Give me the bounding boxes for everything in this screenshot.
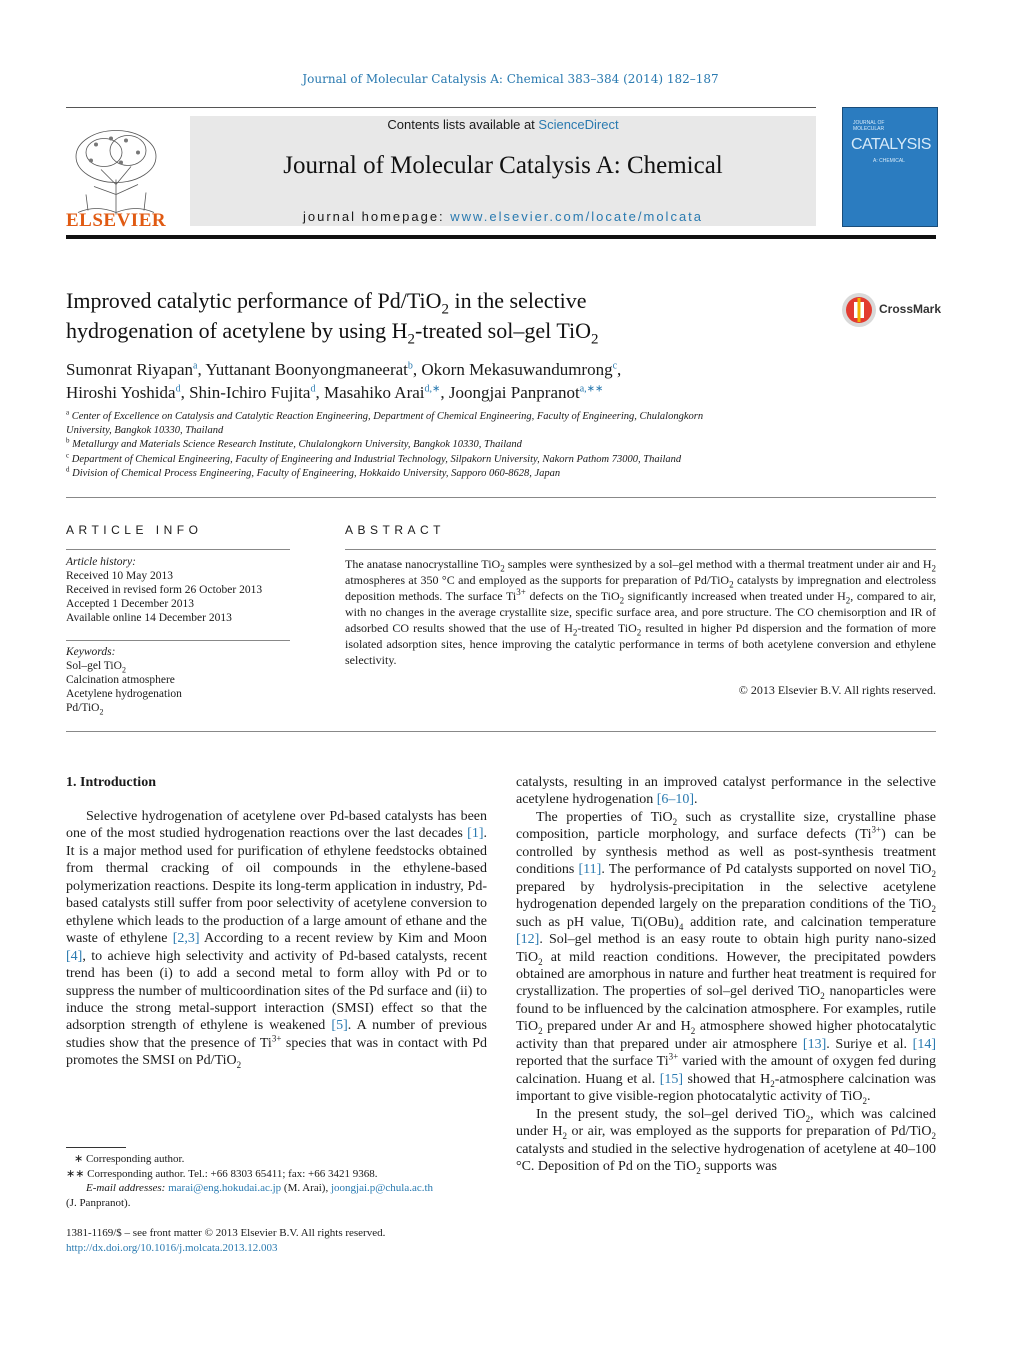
abstract-text: The anatase nanocrystalline TiO$_2$ samples were synthesized by a sol–gel method with a thermal treatment under air and $H_2$ atmospheres at 350 °C and employed as the supports for preparation of Pd/TiO$_2$ catalysts by impregnation and electroless deposition methods. The surface $Ti^{3+}$ defects on the TiO$_2$ significantly increased when treated under $H_2$, compared to air, with no changes in the average crystallite size, specific surface area, and pore structure. The CO chemisorption and IR of adsorbed CO results showed that the use of $H_2$-treated TiO$_2$ resulted in higher Pd dispersion and the formation of more isolated adsorption sites, hence improving the catalytic performance in terms of both acetylene conversion and ethylene selectivity. xyxy=(345,557,936,667)
intro-paragraph: In the present study, the sol–gel derived TiO$_2$, which was calcined under $H_2$ or air, was employed as the supports for preparation of Pd/TiO$_2$ catalysts and studied in the selective hydrogenation of acetylene at 40–100 °C. Deposition of Pd on the TiO$_2$ supports was xyxy=(516,1106,937,1176)
affiliations xyxy=(66,410,866,481)
intro-paragraph: Selective hydrogenation of acetylene over Pd-based catalysts has been one of the most studied hydrogenation reactions over the last decades [1]. It is a major method used for purification of ethylene feedstocks obtained from thermal cracking of oil compounds in the ethylene-based polymerization reactions. Despite its long-term application in industry, Pd-based catalysts still suffer from poor selectivity of acetylene conversion to ethylene which leads to the production of a large amount of ethane and the waste of ethylene [2,3] According to a recent review by Kim and Moon [4], to achieve high selectivity and activity of Pd-based catalysts, recent trend has been (i) to add a second metal to form alloy with Pd or to suppress the number of multicoordination sites of the Pd surface and (ii) to induce the strong metal-support interaction (SMSI) effect so that the adsorption strength of ethylene is weakened [5]. A number of previous studies show that the presence of $Ti^{3+}$ species that was in contact with Pd promotes the SMSI on Pd/TiO$_2$ xyxy=(66,809,488,1071)
keyword: Calcination atmosphere xyxy=(66,674,175,686)
contents-line xyxy=(190,117,816,132)
journal-citation[interactable]: Journal of Molecular Catalysis A: Chemical 383–384 (2014) 182–187 xyxy=(302,72,719,86)
intro-paragraph: The properties of TiO$_2$ such as crystallite size, crystalline phase composition, particle morphology, and surface defects $(Ti^{3+})$ can be controlled by synthesis method as well as post-synthesis treatment conditions [11]. The performance of Pd catalysts supported on novel TiO$_2$ prepared by hydrolysis-precipitation in the selective acetylene hydrogenation depended largely on the preparation conditions of the TiO$_2$ such as pH value, $Ti(OBu)_4$ addition rate, and calcination temperature [12]. Sol–gel method is an easy route to obtain high purity nano-sized TiO$_2$ at mild reaction conditions. However, the precipitated powders obtained are amorphous in nature and further heat treatment is required for crystallization. The properties of sol–gel derived TiO$_2$ nanoparticles were found to be influenced by the calcination atmosphere. For examples, rutile TiO$_2$ prepared under Ar and $H_2$ atmosphere showed higher photocatalytic activity than that prepared under air atmosphere [13]. Suriye et al. [14] reported that the surface $Ti^{3+}$ varied with the amount of oxygen fed during calcination. Huang et al. [15] showed that $H_2$-atmosphere calcination was important to give visible-region photocatalytic activity of TiO$_2$. xyxy=(516,809,937,1106)
header-rule xyxy=(66,107,816,108)
history-accepted: Accepted 1 December 2013 xyxy=(66,598,195,610)
keywords-label: Keywords: xyxy=(66,646,116,658)
issn-line: 1381-1169/$ – see front matter © 2013 Elsevier B.V. All rights reserved. xyxy=(66,1227,386,1239)
keywords-rule xyxy=(66,640,290,641)
affiliation-b: $^b$ Metallurgy and Materials Science Research Institute, Chulalongkorn University, Bangkok 10330, Thailand xyxy=(66,436,522,451)
cover-title: CATALYSIS xyxy=(851,136,931,153)
history-label: Article history: xyxy=(66,556,136,568)
abstract-rule xyxy=(345,549,936,550)
abstract-bottom-rule xyxy=(66,731,936,732)
footnote-corr1: ∗ Corresponding author. xyxy=(74,1153,185,1165)
intro-left-column xyxy=(66,808,487,1070)
affiliation-d: $^d$ Division of Chemical Process Engineering, Faculty of Engineering, Hokkaido University, Sapporo 060-8628, Japan xyxy=(66,465,561,479)
author[interactable]: Masahiko Arai$^{d,∗}$ xyxy=(323,383,441,402)
journal-cover xyxy=(842,107,938,227)
history-received: Received 10 May 2013 xyxy=(66,570,173,582)
footnote-rule xyxy=(66,1147,126,1148)
author[interactable]: Okorn Mekasuwandumrong$^c$ xyxy=(421,360,618,379)
keyword: Acetylene hydrogenation xyxy=(66,688,182,700)
footnotes xyxy=(66,1152,506,1210)
doi-link[interactable]: http://dx.doi.org/10.1016/j.molcata.2013.12.003 xyxy=(66,1241,278,1254)
author[interactable]: Joongjai Panpranot$^{a,∗∗}$ xyxy=(448,383,604,402)
journal-title: Journal of Molecular Catalysis A: Chemical xyxy=(283,152,723,179)
history-revised: Received in revised form 26 October 2013 xyxy=(66,584,263,596)
intro-paragraph-cont: catalysts, resulting in an improved catalyst performance in the selective acetylene hydrogenation [6–10]. xyxy=(516,775,936,808)
affiliation-a-cont: University, Bangkok 10330, Thailand xyxy=(66,425,224,437)
homepage-label: journal homepage: xyxy=(302,209,451,224)
front-matter xyxy=(66,1226,506,1255)
info-rule xyxy=(66,549,290,550)
author[interactable]: Hiroshi Yoshida$^d$ xyxy=(66,383,181,402)
author[interactable]: Yuttanant Boonyongmaneerat$^b$ xyxy=(205,360,413,379)
intro-right-column xyxy=(516,774,936,1175)
keyword: Sol–gel TiO$_2$ xyxy=(66,660,126,675)
cover-bottom: A: CHEMICAL xyxy=(873,158,905,164)
header-thick-rule xyxy=(66,235,936,239)
author[interactable]: Sumonrat Riyapan$^a$ xyxy=(66,360,198,379)
keywords xyxy=(66,645,296,715)
crossmark-icon xyxy=(841,292,877,328)
email-link[interactable]: joongjai.p@chula.ac.th xyxy=(330,1182,434,1194)
email-link[interactable]: marai@eng.hokudai.ac.jp xyxy=(168,1182,282,1194)
footnote-emails: E-mail addresses: marai@eng.hokudai.ac.jp (M. Arai), joongjai.p@chula.ac.th xyxy=(86,1182,434,1194)
abstract-copyright: © 2013 Elsevier B.V. All rights reserved. xyxy=(738,683,936,697)
sciencedirect-link[interactable]: ScienceDirect xyxy=(538,117,619,132)
author-list: Sumonrat Riyapan$^a$, Yuttanant Boonyongmaneerat$^b$, Okorn Mekasuwandumrong$^c$, Hiroshi Yoshida$^d$, Shin-Ichiro Fujita$^d$, Masahiko Arai$^{d,∗}$, Joongjai Panpranot$^{a,∗∗}$ xyxy=(66,360,622,402)
article-title: Improved catalytic performance of Pd/TiO$_2$ in the selective hydrogenation of acetylene by using $H_2$-treated sol–gel TiO$_2$ xyxy=(66,288,599,348)
crossmark-badge[interactable] xyxy=(841,292,942,328)
history-online: Available online 14 December 2013 xyxy=(66,612,232,624)
keyword: Pd/TiO$_2$ xyxy=(66,702,104,717)
elsevier-wordmark: ELSEVIER xyxy=(66,210,167,231)
affiliation-a: $^a$ Center of Excellence on Catalysis and Catalytic Reaction Engineering, Department of Chemical Engineering, Faculty of Engineering, Chulalongkorn xyxy=(66,408,704,422)
footnote-corr2: ∗∗ Corresponding author. Tel.: +66 8303 65411; fax: +66 3421 9368. xyxy=(66,1167,378,1180)
cover-subtitle: JOURNAL OF MOLECULAR xyxy=(853,120,885,132)
homepage-line xyxy=(190,209,816,224)
article-history xyxy=(66,555,296,625)
section-heading-introduction: 1. Introduction xyxy=(66,775,156,790)
abstract-heading: ABSTRACT xyxy=(345,523,446,537)
homepage-link[interactable]: www.elsevier.com/locate/molcata xyxy=(450,209,704,224)
affiliation-c: $^c$ Department of Chemical Engineering, Faculty of Engineering and Industrial Technology, Silpakorn University, Nakorn Pathom 73000, Thailand xyxy=(66,451,682,465)
article-info-heading: ARTICLE INFO xyxy=(66,523,203,537)
crossmark-label: CrossMark xyxy=(879,302,942,316)
contents-prefix: Contents lists available at xyxy=(387,117,539,132)
author[interactable]: Shin-Ichiro Fujita$^d$ xyxy=(189,383,316,402)
footnote-email2-owner: (J. Panpranot). xyxy=(66,1196,131,1209)
affil-rule xyxy=(66,497,936,498)
